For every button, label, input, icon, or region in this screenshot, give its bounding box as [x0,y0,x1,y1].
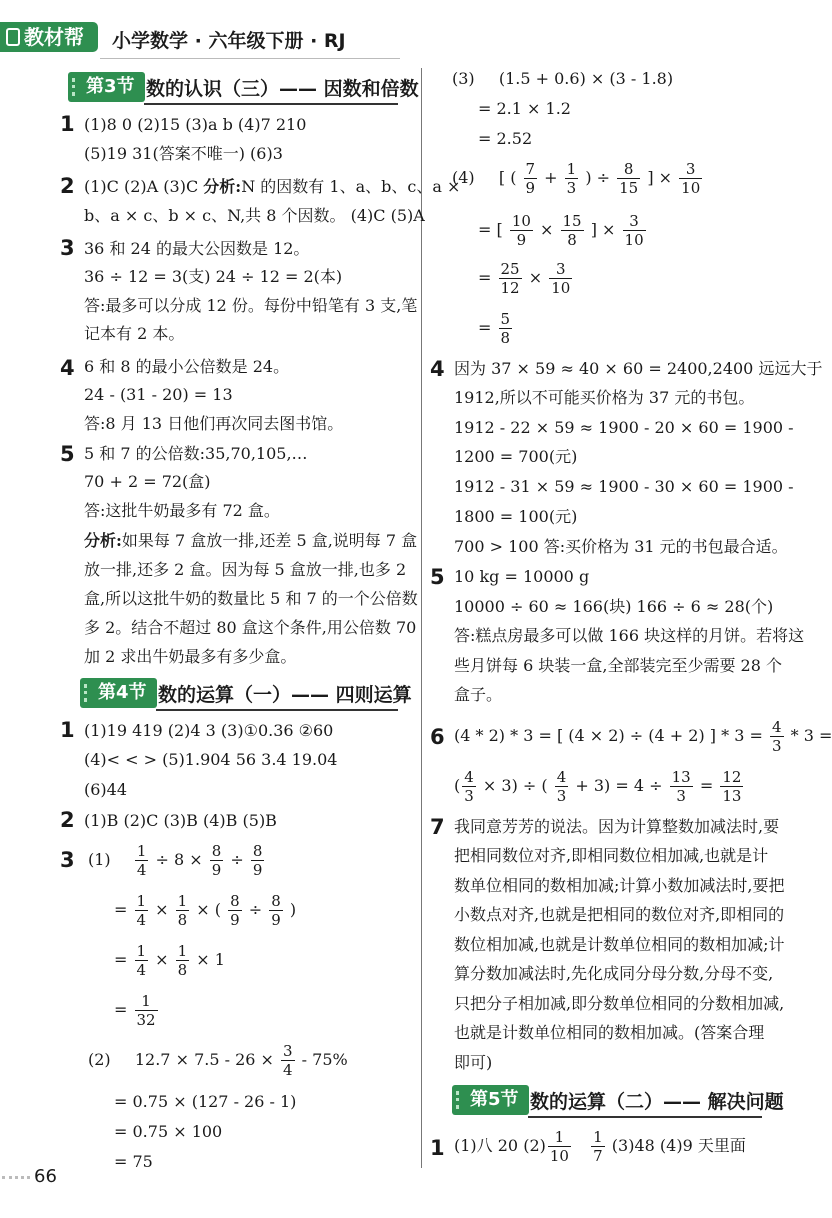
answer-line: 答:糕点房最多可以做 166 块这样的月饼。若将这 [454,626,805,645]
analysis-line: 盒,所以这批牛奶的数量比 5 和 7 的一个公倍数 [84,589,418,608]
analysis-line: 放一排,还多 2 盒。因为每 5 盒放一排,也多 2 [84,560,407,579]
section-rule [144,103,398,105]
question-number: 6 [430,725,445,749]
answer-line: b、a × c、b × c、N,共 8 个因数。 (4)C (5)A [84,206,425,225]
fraction: $\frac{4}{3}$ [464,768,474,805]
math-text: ] × [590,220,616,239]
math-text: + [544,168,558,187]
answer-line: 盒子。 [454,685,503,704]
answer-line: 算分数加减法时,先化成同分母分数,分母不变, [454,964,774,983]
fraction: $\frac{8}{15}$ [619,160,639,197]
fraction: $\frac{1}{8}$ [177,892,188,929]
question-number: 5 [60,442,75,466]
fraction: $\frac{13}{3}$ [671,768,691,805]
fraction: $\frac{3}{10}$ [681,160,701,197]
math-text: × [155,900,169,919]
answer-line [454,1126,746,1166]
math-text: × [155,950,169,969]
fraction: $\frac{3}{10}$ [551,260,571,297]
math-text: ] × [647,168,673,187]
fraction: $\frac{3}{4}$ [283,1042,293,1079]
question-number: 1 [430,1136,445,1160]
section-4-banner [80,678,412,710]
math-text: - 75% [301,1050,348,1069]
math-text: ( [454,776,461,795]
answer-line: 1200 = 700(元) [454,447,578,466]
question-number: 2 [60,808,75,832]
fraction: $\frac{1}{32}$ [136,992,156,1029]
answer-line: (1)B (2)C (3)B (4)B (5)B [84,811,277,830]
fraction: $\frac{15}{8}$ [562,212,582,249]
answer-line: (6)44 [84,780,128,799]
section-badge: 第3节 [68,72,145,102]
fraction: $\frac{8}{9}$ [230,892,240,929]
math-text: + 3) = 4 ÷ [575,776,663,795]
answer-line: 24 - (31 - 20) = 13 [84,385,233,404]
math-line [452,68,673,90]
fraction: $\frac{8}{9}$ [271,892,281,929]
math-line [478,258,574,298]
answer-line: 些月饼每 6 块装一盒,全部装完至少需要 28 个 [454,656,782,675]
math-text: ÷ [230,850,244,869]
question-number: 3 [60,848,75,872]
answer-line: 数位相加减,也就是计数单位相同的数相加减;计 [454,935,785,954]
answer-text: (1)八 20 (2) [454,1136,546,1155]
answer-line: 也就是计数单位相同的数相加减。(答案合理 [454,1023,765,1042]
math-line [454,716,832,756]
math-text: = [114,950,128,969]
math-text: ) [289,900,297,919]
math-line [88,1040,348,1080]
fraction: $\frac{5}{8}$ [500,310,511,347]
math-text: [ ( [498,168,517,187]
answer-line: 36 ÷ 12 = 3(支) 24 ÷ 12 = 2(本) [84,267,343,286]
fraction: $\frac{4}{3}$ [771,718,782,755]
section-5-banner [452,1085,784,1117]
answer-line: 1800 = 100(元) [454,507,578,526]
section-rule [528,1116,762,1118]
fraction: $\frac{8}{9}$ [211,842,222,879]
answer-line: 因为 37 × 59 ≈ 40 × 60 = 2400,2400 远远大于 [454,359,823,378]
math-text: × [528,268,543,287]
answer-line: 6 和 8 的最小公倍数是 24。 [84,357,290,376]
section-rule [156,709,398,711]
math-line [114,940,225,980]
answer-text: (1)C (2)A (3)C [84,177,199,196]
fraction: $\frac{8}{9}$ [252,842,263,879]
question-number: 1 [60,112,75,136]
analysis-line [84,530,417,552]
analysis-text: 如果每 7 盒放一排,还差 5 盒,说明每 7 盒 [121,531,418,550]
section-badge: 第4节 [80,678,157,708]
math-line: = 75 [114,1152,153,1171]
math-text: ) ÷ [585,168,611,187]
fraction: $\frac{25}{12}$ [500,260,520,297]
answer-line: 36 和 24 的最大公因数是 12。 [84,239,310,258]
answer-line: 答:这批牛奶最多有 72 盒。 [84,501,280,520]
answer-line: 10000 ÷ 60 ≈ 166(块) 166 ÷ 6 ≈ 28(个) [454,597,774,616]
fraction: $\frac{1}{4}$ [136,892,147,929]
answer-line: 700 > 100 答:买价格为 31 元的书包最合适。 [454,537,788,556]
answer-line: (1)19 419 (2)4 3 (3)①0.36 ②60 [84,721,334,740]
analysis-line: 加 2 求出牛奶最多有多少盒。 [84,647,297,666]
math-text: = [478,318,492,337]
fraction: $\frac{10}{9}$ [511,212,531,249]
answer-line: 1912 - 31 × 59 ≈ 1900 - 30 × 60 = 1900 - [454,477,794,496]
answer-line: 70 + 2 = 72(盒) [84,472,211,491]
answer-line: 10 kg = 10000 g [454,567,590,586]
question-number: 2 [60,174,75,198]
answer-line: 小数点对齐,也就是把相同的数位对齐,即相同的 [454,905,785,924]
math-line: = 2.52 [478,129,533,148]
math-text: = [699,776,714,795]
section-title: 数的认识（三）—— 因数和倍数 [146,78,419,100]
fraction: $\frac{1}{8}$ [177,942,188,979]
page-ornament [2,1176,30,1183]
section-title: 数的运算（一）—— 四则运算 [158,684,412,706]
brand-tab [0,22,98,52]
question-number: 4 [430,357,445,381]
answer-line: 答:最多可以分成 12 份。每份中铅笔有 3 支,笔 [84,296,418,315]
answer-line: 1912,所以不可能买价格为 37 元的书包。 [454,388,755,407]
brand-label: 教材帮 [24,25,84,49]
math-text: × ( [196,900,222,919]
answer-line: 数单位相同的数相加减;计算小数加减法时,要把 [454,876,785,895]
math-text: = [ [478,220,503,239]
answer-line: 记本有 2 本。 [84,324,185,343]
question-number: 4 [60,356,75,380]
answer-line: 把相同数位对齐,即相同数位相加减,也就是计 [454,846,769,865]
answer-line: 只把分子相加减,即分数单位相同的分数相加减, [454,994,785,1013]
answer-line: (1)8 0 (2)15 (3)a b (4)7 210 [84,115,307,134]
math-text: ÷ [248,900,263,919]
math-line: = 2.1 × 1.2 [478,99,571,118]
math-text: × 1 [196,950,225,969]
book-icon [6,28,20,46]
header-divider [100,58,400,59]
answer-line: 即可) [454,1053,493,1072]
question-number: 3 [60,236,75,260]
math-line [114,990,160,1030]
math-line [452,158,704,198]
fraction: $\frac{7}{9}$ [525,160,536,197]
section-3-banner [68,72,419,104]
math-text: = [114,1000,128,1019]
answer-line: 1912 - 22 × 59 ≈ 1900 - 20 × 60 = 1900 - [454,418,794,437]
math-line [454,766,745,806]
fraction: $\frac{3}{10}$ [624,212,644,249]
fraction: $\frac{4}{3}$ [556,768,567,805]
part-label: (2) [88,1050,111,1069]
question-number: 1 [60,718,75,742]
answer-line: 5 和 7 的公倍数:35,70,105,… [84,444,308,463]
page-number: 66 [34,1166,57,1187]
part-label: (4) [452,168,475,187]
section-title: 数的运算（二）—— 解决问题 [530,1091,784,1113]
math-text: = [478,268,492,287]
part-label: (1) [88,850,111,869]
math-line [478,308,514,348]
fraction: $\frac{1}{4}$ [136,942,147,979]
math-line: = 0.75 × 100 [114,1122,223,1141]
fraction: $\frac{1}{4}$ [136,842,147,879]
math-line [88,840,266,880]
fraction: $\frac{12}{13}$ [722,768,742,805]
section-badge: 第5节 [452,1085,529,1115]
math-line: = 0.75 × (127 - 26 - 1) [114,1092,297,1111]
column-divider [421,68,422,1168]
math-text: (4 * 2) * 3 = [ (4 × 2) ÷ (4 + 2) ] * 3 = [454,726,763,745]
math-text: × [540,220,554,239]
fraction: $\frac{1}{10}$ [549,1128,569,1165]
fraction: $\frac{1}{3}$ [566,160,577,197]
math-line [478,210,648,250]
math-text: ÷ 8 × [155,850,203,869]
answer-line: 答:8 月 13 日他们再次同去图书馆。 [84,414,344,433]
book-title: 小学数学 · 六年级下册 · RJ [112,30,346,52]
math-text: = [114,900,128,919]
analysis-label: 分析: [84,531,122,550]
fraction: $\frac{1}{7}$ [593,1128,603,1165]
answer-line: (4)< < > (5)1.904 56 3.4 19.04 [84,750,338,769]
math-text: * 3 = [790,726,832,745]
question-number: 5 [430,565,445,589]
part-label: (3) [452,69,475,88]
math-text: × 3) ÷ ( [482,776,548,795]
answer-line [84,176,460,198]
math-text: (1.5 + 0.6) × (3 - 1.8) [498,69,674,88]
math-text: 12.7 × 7.5 - 26 × [134,1050,274,1069]
analysis-label: 分析: [203,177,242,196]
analysis-line: 多 2。结合不超过 80 盒这个条件,用公倍数 70 [84,618,417,637]
math-line [114,890,296,930]
answer-text: N 的因数有 1、a、b、c、a × [241,177,461,196]
answer-text: (3)48 (4)9 天里面 [611,1136,746,1155]
answer-line: (5)19 31(答案不唯一) (6)3 [84,144,283,163]
answer-line: 我同意芳芳的说法。因为计算整数加减法时,要 [454,817,780,836]
question-number: 7 [430,815,445,839]
